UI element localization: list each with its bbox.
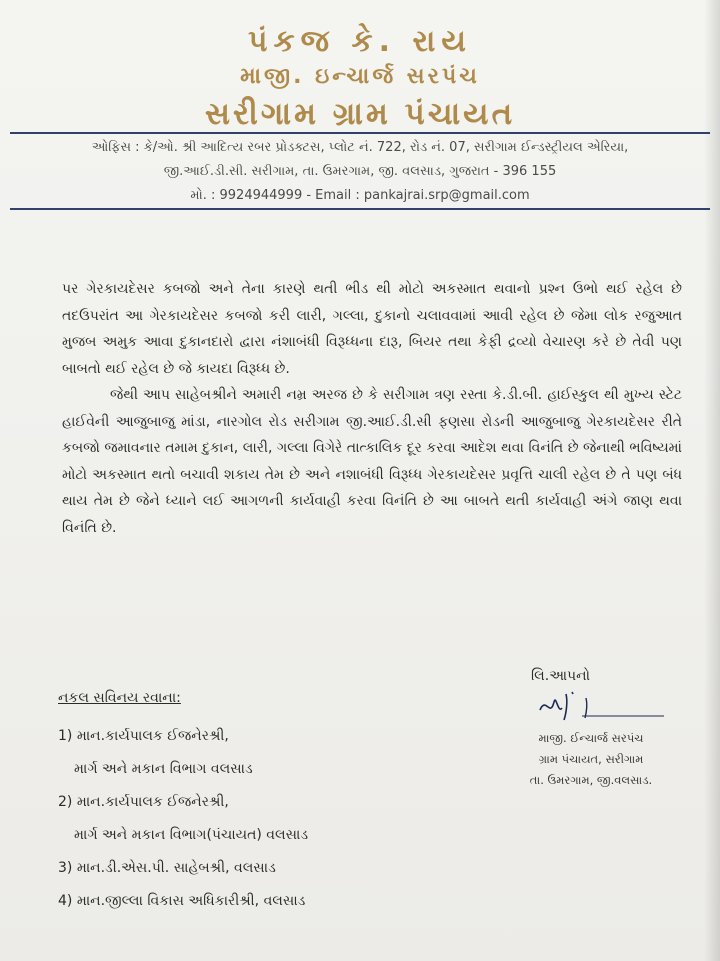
handwritten-signature <box>536 688 666 722</box>
copy-item-3 <box>58 852 498 885</box>
copy-item-4 <box>58 885 498 918</box>
closing-salutation: લિ.આપનો <box>531 668 591 684</box>
header-rule-top <box>10 132 710 134</box>
designation-line-2: ગ્રામ પંચાયત, સરીગામ <box>538 752 644 766</box>
letterhead-name: પંકજ કે. રાય <box>248 24 472 59</box>
letterhead-title: માજી. ઇન્ચાર્જ સરપંચ <box>240 64 480 89</box>
copy-item-number: 2) <box>58 794 73 810</box>
copy-item-number: 4) <box>58 893 73 909</box>
designation-line-1: માજી. ઈન્ચાર્જ સરપંચ <box>538 731 644 745</box>
header-rule-bottom <box>10 208 710 210</box>
designation-line-3: તા. ઉમરગામ, જી.વલસાડ. <box>529 773 653 787</box>
copy-item-number: 1) <box>58 728 73 744</box>
letter-body <box>62 276 682 541</box>
copy-item-1-office: માર્ગ અને મકાન વિભાગ વલસાડ <box>74 761 253 777</box>
copy-item-recipient: માન.ડી.એસ.પી. સાહેબશ્રી, વલસાડ <box>76 860 276 876</box>
copy-item-1 <box>58 720 498 753</box>
copy-item-recipient: માન.જીલ્લા વિકાસ અધિકારીશ્રી, વલસાડ <box>76 893 306 909</box>
copy-to-list <box>58 720 498 918</box>
copy-to-heading: નકલ સવિનય રવાના: <box>58 690 181 706</box>
copy-item-recipient: માન.કાર્યપાલક ઈજનેરશ્રી, <box>76 794 229 810</box>
address-line-1: ઓફિસ : કે/ઓ. શ્રી આદિત્ય રબર પ્રોડક્ટસ, પ્લોટ નં. 722, રોડ નં. 07, સરીગામ ઈન્ડસ્ટ્રીયલ એરિયા, <box>91 140 629 155</box>
signature-designation <box>506 728 676 791</box>
contact-line: મો. : 9924944999 - Email : pankajrai.srp@gmail.com <box>190 188 530 203</box>
address-line-2: જી.આઈ.ડી.સી. સરીગામ, તા. ઉમરગામ, જી. વલસાડ, ગુજરાત - 396 155 <box>163 164 557 179</box>
copy-item-2-office: માર્ગ અને મકાન વિભાગ(પંચાયત) વલસાડ <box>74 827 309 843</box>
letterhead-organization: સરીગામ ગ્રામ પંચાયત <box>204 96 516 132</box>
copy-item-number: 3) <box>58 860 73 876</box>
copy-item-2 <box>58 786 498 819</box>
copy-item-recipient: માન.કાર્યપાલક ઈજનેરશ્રી, <box>76 728 229 744</box>
body-paragraph-1: પર ગેરકાયદેસર કબજો અને તેના કારણે થતી ભીડ થી મોટો અકસ્માત થવાનો પ્રશ્ન ઉભો થઈ રહેલ છે તદઉપરાંત આ ગેરકાયદેસર કબજો કરી લારી, ગલ્લા, દુકાનો ચલાવવામાં આવી રહેલ છે જેમા લોક રજુઆત મુજબ અમુક આવા દુકાનદારો દ્વારા નંશાબંધી વિરૂધ્ધના દારૂ, બિયર તથા કેફી દ્રવ્યો વેચારણ કરે છે તેવી પણ બાબતો થઈ રહેલ છે જે કાયદા વિરૂધ્ધ છે. <box>62 281 682 377</box>
body-paragraph-2: જેથી આપ સાહેબશ્રીને અમારી નમ્ર અરજ છે કે સરીગામ ત્રણ રસ્તા કે.ડી.બી. હાઈસ્કુલ થી મુખ્ય સ્ટેટ હાઈવેની આજુબાજુ માંડા, નારગોલ રોડ સરીગામ જી.આઈ.ડી.સી ફણસા રોડની આજુબાજુ ગેરકાયદેસર રીતે કબજો જમાવનાર તમામ દુકાન, લારી, ગલ્લા વિગેરે તાત્કાલિક દૂર કરવા આદેશ થવા વિનંતિ છે જેનાથી ભવિષ્યમાં મોટો અકસ્માત થતો બચાવી શકાય તેમ છે અને નશાબંધી વિરૂધ્ધ ગેરકાયદેસર પ્રવૃત્તિ ચાલી રહેલ છે તે પણ બંધ થાય તેમ છે જેને ધ્યાને લઈ આગળની કાર્યવાહી કરવા વિનંતિ છે આ બાબતે થતી કાર્યવાહી અંગે જાણ થવા વિનંતિ છે. <box>62 387 682 536</box>
